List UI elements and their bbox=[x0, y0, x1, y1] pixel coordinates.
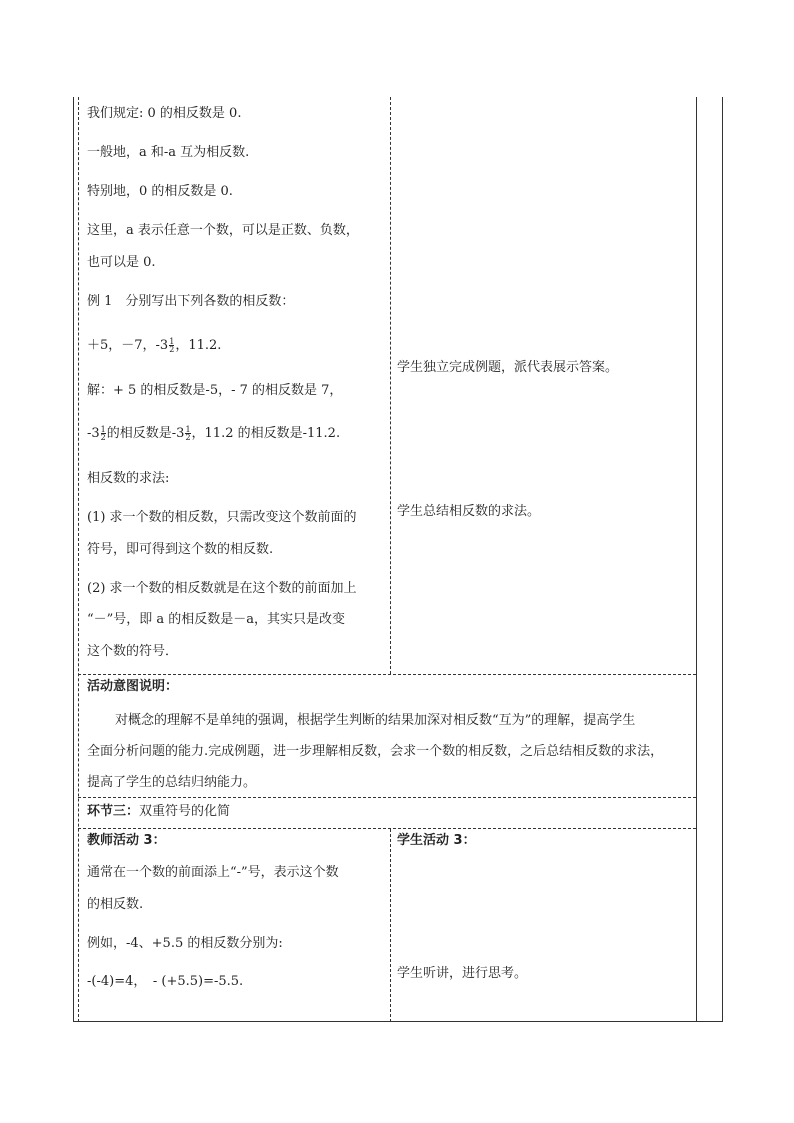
column-divider-top bbox=[390, 97, 391, 674]
teacher-3-line-4: -(-4)=4， - (+5.5)=-5.5. bbox=[87, 974, 244, 989]
teacher-3-line-2: 的相反数. bbox=[87, 897, 144, 912]
fraction-numerator: 1 bbox=[185, 425, 191, 434]
student-activity-3-heading: 学生活动 3： bbox=[397, 833, 476, 848]
intent-paragraph-line-2: 全面分析问题的能力.完成例题，进一步理解相反数，会求一个数的相反数，之后总结相反数的求法， bbox=[87, 744, 664, 759]
table-border-left bbox=[73, 97, 74, 1022]
general-rule-line: 一般地，a 和-a 互为相反数. bbox=[87, 145, 250, 160]
column-divider-bottom bbox=[390, 829, 391, 1022]
solution-part-2: 的相反数是-3 bbox=[106, 426, 185, 441]
table-inner-right-line bbox=[696, 97, 697, 1022]
intent-paragraph-line-1: 对概念的理解不是单纯的强调，根据学生判断的结果加深对相反数“互为”的理解，提高学生 bbox=[115, 713, 636, 728]
method-heading: 相反数的求法: bbox=[87, 471, 170, 486]
fraction-numerator: 1 bbox=[169, 337, 175, 346]
intent-heading: 活动意图说明： bbox=[87, 679, 179, 694]
row-divider-activity3 bbox=[78, 828, 696, 829]
table-left-dashed-line bbox=[78, 97, 79, 1022]
link3-title: 双重符号的化简 bbox=[139, 804, 231, 819]
solution-part-1: -3 bbox=[87, 426, 100, 441]
intent-paragraph-line-3: 提高了学生的总结归纳能力。 bbox=[87, 775, 257, 790]
fraction-denominator: 2 bbox=[169, 345, 175, 354]
link3-row bbox=[87, 804, 230, 820]
method-1-line-2: 符号，即可得到这个数的相反数. bbox=[87, 542, 274, 557]
teacher-3-line-3: 例如，-4、+5.5 的相反数分别为: bbox=[87, 936, 283, 951]
table-border-right bbox=[722, 97, 723, 1022]
example-numbers-suffix: ，11.2. bbox=[175, 338, 222, 353]
special-rule-line: 特别地，0 的相反数是 0. bbox=[87, 184, 233, 199]
row-divider-link3 bbox=[78, 797, 696, 798]
example-1-title: 例 1 分别写出下列各数的相反数： bbox=[87, 294, 295, 309]
table-border-bottom bbox=[73, 1021, 723, 1022]
row-divider-intent bbox=[78, 674, 696, 675]
method-2-line-1: (2) 求一个数的相反数就是在这个数的前面加上 bbox=[87, 581, 357, 596]
fraction-denominator: 2 bbox=[185, 433, 191, 442]
fraction-numerator: 1 bbox=[100, 425, 106, 434]
student-3-activity: 学生听讲，进行思考。 bbox=[397, 966, 528, 981]
rule-zero-line: 我们规定: 0 的相反数是 0. bbox=[87, 106, 242, 121]
teacher-3-line-1: 通常在一个数的前面添上“-”号，表示这个数 bbox=[87, 865, 339, 880]
solution-line-2 bbox=[87, 426, 340, 442]
fraction-half bbox=[101, 426, 106, 441]
teacher-activity-3-heading: 教师活动 3： bbox=[87, 833, 166, 848]
method-2-line-3: 这个数的符号． bbox=[87, 644, 179, 659]
fraction-half bbox=[169, 338, 174, 353]
example-numbers-prefix: ＋5，－7，-3 bbox=[87, 338, 169, 353]
explanation-line-2: 也可以是 0. bbox=[87, 255, 156, 270]
example-1-numbers bbox=[87, 338, 221, 354]
link3-heading: 环节三： bbox=[87, 804, 140, 819]
solution-part-3: ，11.2 的相反数是-11.2. bbox=[191, 426, 341, 441]
fraction-denominator: 2 bbox=[100, 433, 106, 442]
explanation-line-1: 这里，a 表示任意一个数，可以是正数、负数， bbox=[87, 223, 359, 238]
method-1-line-1: (1) 求一个数的相反数，只需改变这个数前面的 bbox=[87, 510, 357, 525]
fraction-half bbox=[185, 426, 190, 441]
student-example-activity: 学生独立完成例题，派代表展示答案。 bbox=[397, 360, 619, 375]
solution-line-1: 解：+ 5 的相反数是-5，- 7 的相反数是 7， bbox=[87, 383, 343, 398]
method-2-line-2: “－”号，即 a 的相反数是－a，其实只是改变 bbox=[87, 612, 346, 627]
student-summary-activity: 学生总结相反数的求法。 bbox=[397, 504, 541, 519]
